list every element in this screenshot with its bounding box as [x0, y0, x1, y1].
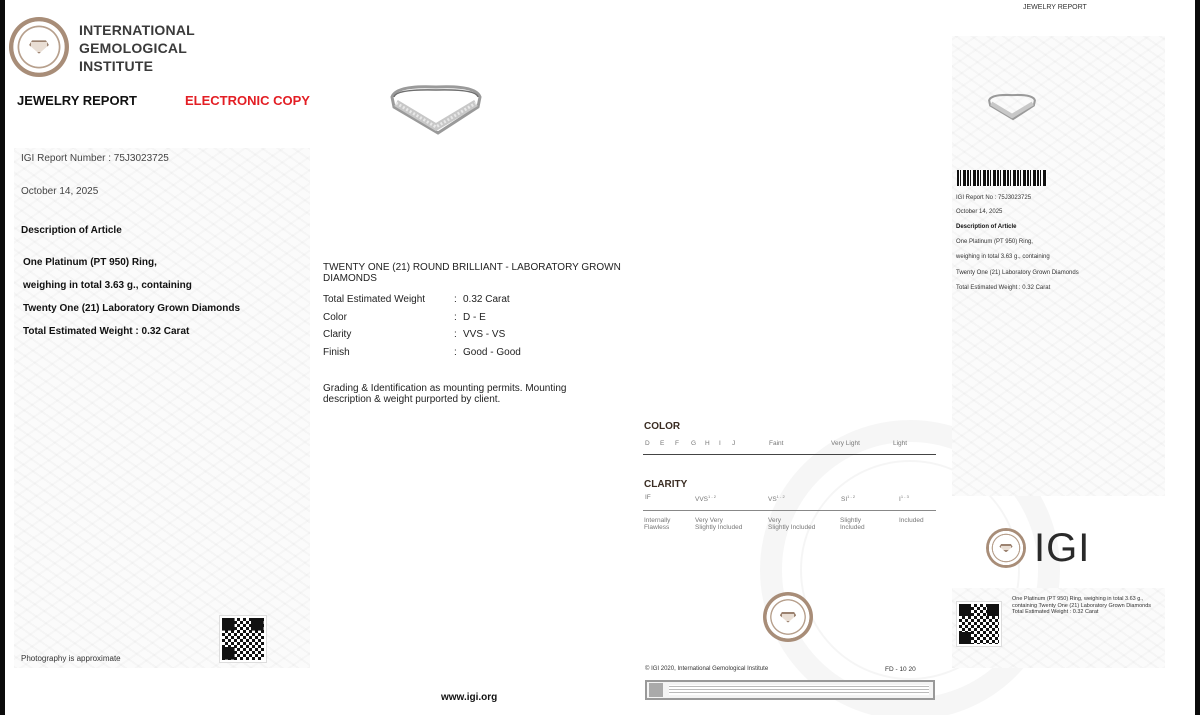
clarity-grade: $I^{1 - 3}$ [899, 494, 909, 504]
stub-report-number: IGI Report No : 75J3023725 [956, 195, 1032, 201]
grading-row-weight [323, 291, 623, 309]
diamond-icon [29, 40, 49, 53]
color-range: Very Light [831, 440, 860, 447]
clarity-grade: VVS$^{1 - 2}$ [695, 494, 717, 504]
row-key: Total Estimated Weight [323, 294, 426, 306]
report-number: IGI Report Number : 75J3023725 [21, 153, 169, 164]
color-grade: G [691, 440, 697, 447]
color-scale-grades [645, 440, 935, 447]
stub-title: JEWELRY REPORT [1023, 4, 1087, 11]
row-key: Clarity [323, 329, 352, 341]
color-scale-title: COLOR [644, 421, 681, 432]
stub-line: weighing in total 3.63 g., containing [956, 254, 1050, 260]
clarity-label: Slightly Included [840, 517, 865, 531]
color-grade: J [732, 440, 736, 447]
stub-line: One Platinum (PT 950) Ring, [956, 239, 1033, 245]
ring-thumbnail [986, 87, 1038, 123]
color-grade: E [660, 440, 665, 447]
right-border [1195, 0, 1200, 715]
igi-seal-logo [9, 17, 69, 77]
clarity-label: Internally Flawless [644, 517, 671, 531]
clarity-scale-title: CLARITY [644, 479, 688, 490]
ring-photo [386, 75, 486, 137]
diamond-icon [780, 612, 797, 623]
color-grade: F [675, 440, 679, 447]
report-type-title: JEWELRY REPORT [17, 93, 137, 108]
clarity-scale-labels [644, 517, 934, 531]
grading-title: TWENTY ONE (21) ROUND BRILLIANT - LABORATORY GROWN DIAMONDS [323, 262, 621, 284]
document-icon [649, 683, 663, 697]
description-heading: Description of Article [21, 225, 122, 236]
org-line-3: INSTITUTE [79, 58, 154, 74]
photo-note: Photography is approximate [21, 654, 121, 663]
copyright: © IGI 2020, International Gemological Institute [645, 666, 769, 672]
color-grade: H [705, 440, 710, 447]
clarity-label: Very Slightly Included [768, 517, 816, 531]
stub-date: October 14, 2025 [956, 209, 1003, 215]
stub-line: Total Estimated Weight : 0.32 Carat [956, 285, 1051, 291]
stub-description-heading: Description of Article [956, 224, 1017, 230]
clarity-divider [643, 510, 936, 511]
description-line: Twenty One (21) Laboratory Grown Diamonds [23, 303, 241, 314]
grading-row-finish [323, 344, 623, 362]
row-colon: : [454, 329, 457, 341]
stub-panel [952, 36, 1165, 496]
grading-results [323, 262, 623, 361]
electronic-copy-label: ELECTRONIC COPY [185, 93, 310, 108]
qr-code[interactable] [220, 616, 266, 662]
grading-row-clarity [323, 326, 623, 344]
barcode [957, 170, 1047, 186]
grading-row-color [323, 309, 623, 327]
color-divider [643, 454, 936, 455]
row-key: Finish [323, 346, 350, 358]
organization-name [79, 21, 195, 75]
org-line-2: GEMOLOGICAL [79, 40, 187, 56]
row-value: 0.32 Carat [463, 294, 510, 306]
stub-qr-code[interactable] [957, 602, 1001, 646]
clarity-label: Included [899, 517, 924, 524]
report-date: October 14, 2025 [21, 186, 99, 197]
form-code: FD - 10 20 [885, 666, 916, 673]
clarity-grade: SI$^{1 - 2}$ [841, 494, 856, 504]
org-line-1: INTERNATIONAL [79, 22, 195, 38]
row-key: Color [323, 311, 347, 323]
igi-wordmark: IGI [1034, 526, 1091, 570]
color-range: Faint [769, 440, 784, 447]
row-value: VVS - VS [463, 329, 506, 341]
row-value: D - E [463, 311, 486, 323]
color-range: Light [893, 440, 908, 447]
diamond-icon [999, 544, 1012, 553]
igi-seal-icon [986, 528, 1026, 568]
clarity-grade: IF [645, 494, 651, 501]
security-microtext [669, 685, 929, 695]
description-line: weighing in total 3.63 g., containing [23, 280, 192, 291]
stub-line: Twenty One (21) Laboratory Grown Diamonds [956, 270, 1079, 276]
color-grade: D [645, 440, 650, 447]
clarity-scale-grades [645, 494, 935, 503]
color-grade: I [719, 440, 721, 447]
stub-summary: One Platinum (PT 950) Ring, weighing in total 3.63 g., containing Twenty One (21) Laboratory Grown Diamonds Total Estimated Weight : 0.32 Carat [1012, 596, 1151, 615]
website-link[interactable]: www.igi.org [441, 692, 498, 703]
security-notice-strip [645, 680, 935, 700]
left-border [0, 0, 5, 715]
row-colon: : [454, 346, 457, 358]
clarity-label: Very Very Slightly Included [695, 517, 743, 531]
row-colon: : [454, 294, 457, 306]
igi-logo [986, 528, 1090, 568]
igi-seal-stamp [763, 592, 813, 642]
row-value: Good - Good [463, 346, 521, 358]
clarity-grade: VS$^{1 - 2}$ [768, 494, 785, 504]
description-line: One Platinum (PT 950) Ring, [23, 257, 157, 268]
description-line: Total Estimated Weight : 0.32 Carat [23, 326, 190, 337]
row-colon: : [454, 311, 457, 323]
grading-note: Grading & Identification as mounting permits. Mounting description & weight purported by client. [323, 383, 567, 405]
